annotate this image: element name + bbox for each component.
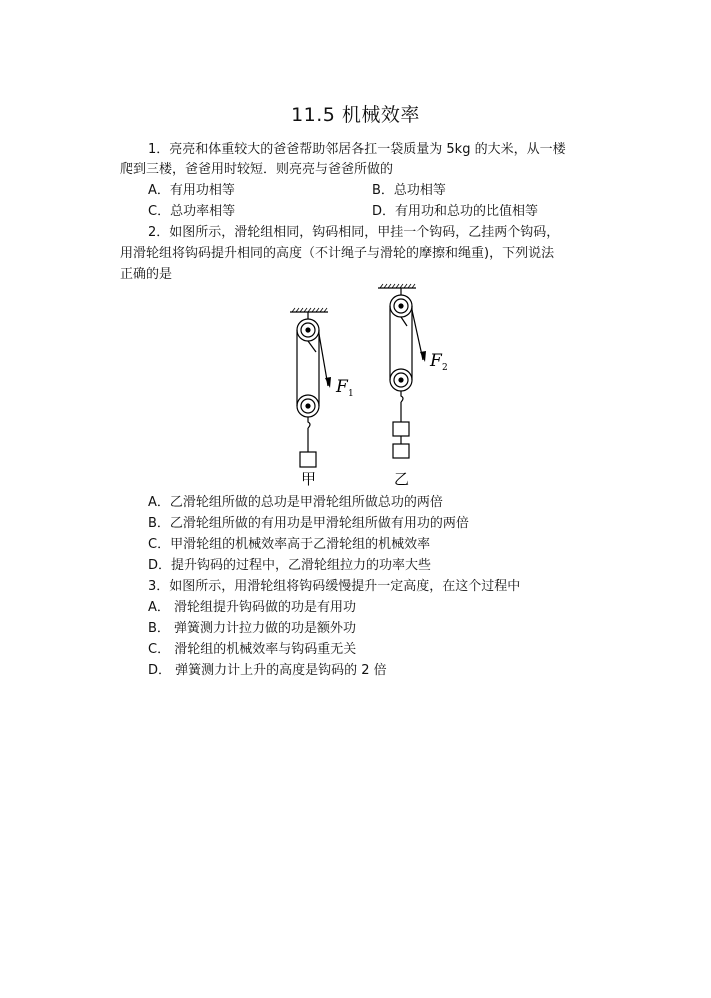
q2-option-b: B．乙滑轮组所做的有用功是甲滑轮组所做有用功的两倍	[148, 516, 469, 531]
label-yi: 乙	[394, 470, 410, 488]
q1-stem-line1: 1．亮亮和体重较大的爸爸帮助邻居各扛一袋质量为 5kg 的大米，从一楼	[148, 142, 566, 157]
jia-weight	[300, 452, 316, 467]
q2-option-c: C．甲滑轮组的机械效率高于乙滑轮组的机械效率	[148, 537, 431, 552]
yi-weight-bottom	[393, 444, 409, 458]
q3-stem-line1: 3．如图所示，用滑轮组将钩码缓慢提升一定高度，在这个过程中	[148, 579, 521, 594]
yi-fixed-pulley	[390, 295, 412, 317]
pulley-figure	[270, 282, 470, 492]
q1-stem-line2: 爬到三楼，爸爸用时较短．则亮亮与爸爸所做的	[120, 162, 394, 177]
label-jia: 甲	[301, 470, 317, 488]
yi-ceiling-hatch	[380, 284, 415, 288]
q1-option-d: D．有用功和总功的比值相等	[372, 204, 539, 219]
yi-arrow	[420, 351, 426, 362]
q2-stem-line3: 正确的是	[120, 267, 173, 282]
page-title: 11.5 机械效率	[291, 104, 420, 126]
jia-arrow	[325, 377, 331, 388]
q2-stem-line2: 用滑轮组将钩码提升相同的高度（不计绳子与滑轮的摩擦和绳重)，下列说法	[120, 246, 555, 261]
q3-option-d: D． 弹簧测力计上升的高度是钩码的 2 倍	[148, 663, 387, 678]
q1-option-c: C．总功率相等	[148, 204, 236, 219]
jia-fixed-pulley	[297, 319, 319, 341]
q3-option-b: B． 弹簧测力计拉力做的功是额外功	[148, 621, 357, 636]
f2-label: F	[430, 351, 442, 371]
jia-movable-pulley	[297, 395, 319, 417]
f1-label: F	[336, 377, 348, 397]
q1-option-b: B．总功相等	[372, 183, 446, 198]
q2-stem-line1: 2．如图所示，滑轮组相同，钩码相同，甲挂一个钩码，乙挂两个钩码，	[148, 225, 560, 240]
q2-option-d: D．提升钩码的过程中，乙滑轮组拉力的功率大些	[148, 558, 432, 573]
yi-weight-top	[393, 422, 409, 436]
yi-movable-pulley	[390, 369, 412, 391]
q2-option-a: A．乙滑轮组所做的总功是甲滑轮组所做总功的两倍	[148, 495, 443, 510]
jia-ceiling-hatch	[292, 308, 327, 312]
q3-option-c: C． 滑轮组的机械效率与钩码重无关	[148, 642, 357, 657]
f2-subscript: 2	[442, 363, 448, 373]
pulley-diagram	[270, 282, 470, 492]
q3-option-a: A． 滑轮组提升钩码做的功是有用功	[148, 600, 357, 615]
f1-subscript: 1	[348, 389, 354, 399]
q1-option-a: A．有用功相等	[148, 183, 235, 198]
